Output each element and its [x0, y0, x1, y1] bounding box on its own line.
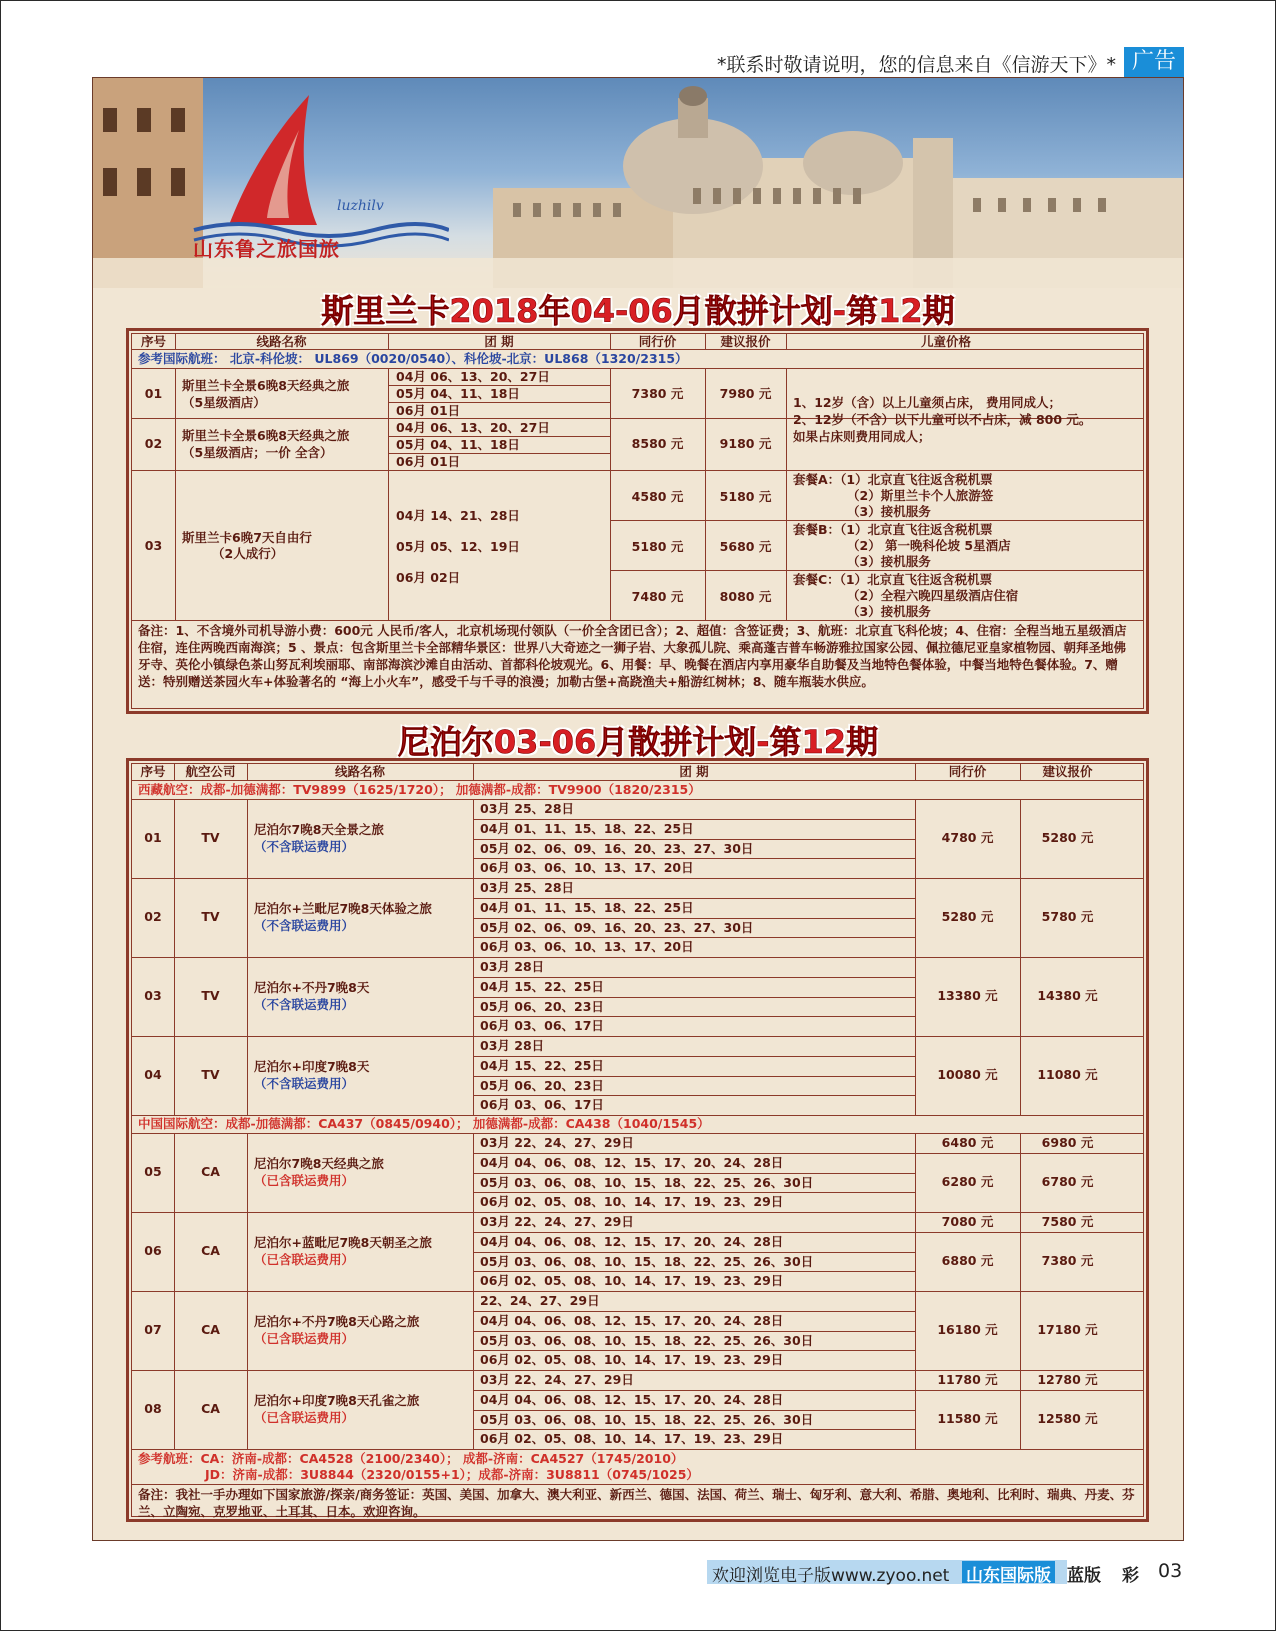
- nepal-row-suggest-price: 5280 元: [1041, 830, 1094, 845]
- nepal-row-date: 04月 01、11、15、18、22、25日: [480, 900, 694, 915]
- nepal-row-date: 06月 02、05、08、10、14、17、19、23、29日: [480, 1273, 784, 1288]
- srilanka-row2-suggest: 9180 元: [719, 436, 772, 451]
- nepal-row-name: 尼泊尔+印度7晚8天: [254, 1059, 370, 1074]
- nepal-tv-flight: 西藏航空：成都-加德满都：TV9899（1625/1720）； 加德满都-成都：TV9900（1820/2315）: [138, 782, 701, 797]
- nepal-row-date: 06月 02、05、08、10、14、17、19、23、29日: [480, 1194, 784, 1209]
- nepal-row-date: 03月 28日: [480, 1038, 545, 1053]
- footer-color-mark: 彩: [1122, 1566, 1139, 1586]
- nepal-row-suggest-price: 17180 元: [1037, 1322, 1098, 1337]
- source-note: *联系时敬请说明，您的信息来自《信游天下》*: [716, 54, 1116, 76]
- srilanka-pkg-c-suggest: 8080 元: [719, 589, 772, 604]
- nepal-row-airline: CA: [201, 1164, 220, 1179]
- nepal-remark: 备注：我社一手办理如下国家旅游/探亲/商务签证：英国、美国、加拿大、澳大利亚、新西兰、德国、法国、荷兰、瑞士、匈牙利、意大利、希腊、奥地利、比利时、瑞典、丹麦、芬兰、立陶宛、克罗地亚、土耳其、日本。欢迎咨询。: [138, 1487, 1135, 1519]
- nepal-row-peer-price-first: 11780 元: [937, 1372, 998, 1387]
- nepal-row-peer-price: 5280 元: [941, 909, 994, 924]
- nepal-row-no: 08: [144, 1401, 162, 1416]
- srilanka-pkg-a-suggest: 5180 元: [719, 489, 772, 504]
- srilanka-pkg-c-line3: （3）接机服务: [847, 604, 931, 619]
- srilanka-pkg-b-line3: （3）接机服务: [847, 554, 931, 569]
- nepal-row-peer-price: 13380 元: [937, 988, 998, 1003]
- nepal-table: [126, 758, 1149, 1522]
- nepal-row-peer-price: 16180 元: [937, 1322, 998, 1337]
- nepal-row-name: 尼泊尔+蓝毗尼7晚8天朝圣之旅: [254, 1235, 432, 1250]
- nepal-row-fee-note: （不含联运费用）: [254, 1076, 355, 1091]
- srilanka-row3-date-apr: 04月 14、21、28日: [396, 508, 520, 523]
- nepal-row-date: 05月 03、06、08、10、15、18、22、25、26、30日: [480, 1254, 814, 1269]
- srilanka-pkg-b-line1: 套餐B：（1）北京直飞往返含税机票: [793, 522, 993, 537]
- nepal-row-fee-note: （不含联运费用）: [254, 918, 355, 933]
- nepal-row-peer-price-first: 6480 元: [941, 1135, 994, 1150]
- nepal-row-date: 04月 04、06、08、12、15、17、20、24、28日: [480, 1155, 784, 1170]
- nepal-header-dates: 团 期: [679, 764, 709, 779]
- srilanka-row2-no: 02: [144, 436, 163, 451]
- srilanka-header-route: 线路名称: [256, 334, 307, 349]
- nepal-row-date: 06月 03、06、10、13、17、20日: [480, 860, 694, 875]
- nepal-row-date: 04月 15、22、25日: [480, 1058, 604, 1073]
- nepal-row-no: 06: [144, 1243, 162, 1258]
- nepal-row-airline: TV: [201, 909, 220, 924]
- logo-script-text: luzhilv: [337, 198, 384, 214]
- nepal-row-date: 04月 01、11、15、18、22、25日: [480, 821, 694, 836]
- srilanka-flight-ref: 参考国际航班： 北京-科伦坡： UL869（0020/0540）、科伦坡-北京：UL868（1320/2315）: [138, 351, 688, 366]
- nepal-header-route: 线路名称: [334, 764, 385, 779]
- nepal-row-date: 06月 03、06、17日: [480, 1018, 604, 1033]
- nepal-row-date: 05月 03、06、08、10、15、18、22、25、26、30日: [480, 1333, 814, 1348]
- srilanka-child-rule-3: 如果占床则费用同成人；: [793, 429, 931, 444]
- nepal-row-divider: [132, 1291, 1143, 1292]
- nepal-row-suggest-price-first: 12780 元: [1037, 1372, 1098, 1387]
- nepal-row-no: 05: [144, 1164, 162, 1179]
- srilanka-header-child: 儿童价格: [920, 334, 971, 349]
- nepal-row-date: 06月 02、05、08、10、14、17、19、23、29日: [480, 1352, 784, 1367]
- nepal-header-airline: 航空公司: [185, 764, 236, 779]
- nepal-row-name: 尼泊尔+印度7晚8天孔雀之旅: [254, 1393, 420, 1408]
- nepal-row-date: 03月 22、24、27、29日: [480, 1372, 634, 1387]
- nepal-row-fee-note: （已含联运费用）: [254, 1331, 355, 1346]
- srilanka-pkg-a-peer: 4580 元: [631, 489, 684, 504]
- srilanka-pkg-b-suggest: 5680 元: [719, 539, 772, 554]
- nepal-row-date: 03月 22、24、27、29日: [480, 1135, 634, 1150]
- srilanka-row1-date-may: 05月 04、11、18日: [396, 386, 520, 401]
- nepal-row-name: 尼泊尔+兰毗尼7晚8天体验之旅: [254, 901, 432, 916]
- srilanka-row3-date-may: 05月 05、12、19日: [396, 539, 520, 554]
- srilanka-row2-date-apr: 04月 06、13、20、27日: [396, 420, 550, 435]
- srilanka-row2-name: 斯里兰卡全景6晚8天经典之旅: [182, 428, 350, 443]
- srilanka-row1-sub: （5星级酒店）: [182, 395, 266, 410]
- venice-banner: [93, 78, 1183, 288]
- srilanka-pkg-c-line2: （2）全程六晚四星级酒店住宿: [847, 588, 1019, 603]
- nepal-row-date: 05月 02、06、09、16、20、23、27、30日: [480, 841, 754, 856]
- nepal-row-date: 06月 03、06、10、13、17、20日: [480, 939, 694, 954]
- nepal-header-peer: 同行价: [948, 764, 987, 779]
- nepal-table-inner: [131, 763, 1144, 1517]
- srilanka-pkg-b-line2: （2） 第一晚科伦坡 5星酒店: [847, 538, 1011, 553]
- ad-panel: [92, 77, 1184, 1541]
- srilanka-row3-date-jun: 06月 02日: [396, 570, 461, 585]
- nepal-header-no: 序号: [140, 764, 166, 779]
- nepal-row-date: 06月 03、06、17日: [480, 1097, 604, 1112]
- nepal-row-date: 04月 15、22、25日: [480, 979, 604, 994]
- nepal-row-airline: TV: [201, 830, 220, 845]
- nepal-row-airline: CA: [201, 1243, 220, 1258]
- footer-site: 欢迎浏览电子版www.zyoo.net: [712, 1566, 950, 1586]
- nepal-row-peer-price: 4780 元: [941, 830, 994, 845]
- srilanka-child-rule-1: 1、12岁（含）以上儿童须占床， 费用同成人；: [793, 395, 1061, 410]
- srilanka-header-suggest: 建议报价: [720, 334, 771, 349]
- srilanka-pkg-a-line3: （3）接机服务: [847, 504, 931, 519]
- nepal-row-airline: CA: [201, 1322, 220, 1337]
- nepal-row-fee-note: （不含联运费用）: [254, 839, 355, 854]
- nepal-price-divider: [915, 1390, 1143, 1391]
- nepal-row-suggest-price: 5780 元: [1041, 909, 1094, 924]
- nepal-row-no: 04: [144, 1067, 162, 1082]
- srilanka-row1-date-apr: 04月 06、13、20、27日: [396, 369, 550, 384]
- srilanka-pkg-a-line2: （2）斯里兰卡个人旅游签: [847, 488, 994, 503]
- srilanka-row2-date-jun: 06月 01日: [396, 454, 461, 469]
- nepal-title: 尼泊尔03-06月散拼计划-第12期: [397, 723, 879, 761]
- nepal-row-fee-note: （已含联运费用）: [254, 1410, 355, 1425]
- nepal-row-divider: [132, 878, 1143, 879]
- nepal-price-divider: [915, 1232, 1143, 1233]
- nepal-row-date: 06月 02、05、08、10、14、17、19、23、29日: [480, 1431, 784, 1446]
- srilanka-row2-peer: 8580 元: [631, 436, 684, 451]
- nepal-row-name: 尼泊尔7晚8天经典之旅: [254, 1156, 384, 1171]
- srilanka-pkg-b-peer: 5180 元: [631, 539, 684, 554]
- nepal-row-date: 03月 25、28日: [480, 801, 575, 816]
- srilanka-row1-peer: 7380 元: [631, 386, 684, 401]
- nepal-row-date: 04月 04、06、08、12、15、17、20、24、28日: [480, 1313, 784, 1328]
- nepal-row-suggest-price-rest: 6780 元: [1041, 1174, 1094, 1189]
- srilanka-row1-name: 斯里兰卡全景6晚8天经典之旅: [182, 378, 350, 393]
- srilanka-row2-sub: （5星级酒店；一价 全含）: [182, 445, 333, 460]
- srilanka-pkg-c-peer: 7480 元: [631, 589, 684, 604]
- nepal-row-fee-note: （不含联运费用）: [254, 997, 355, 1012]
- brand-name: 山东鲁之旅国旅: [193, 237, 340, 261]
- nepal-row-suggest-price-first: 6980 元: [1041, 1135, 1094, 1150]
- srilanka-header-peer: 同行价: [638, 334, 677, 349]
- nepal-row-peer-price-rest: 11580 元: [937, 1411, 998, 1426]
- nepal-row-name: 尼泊尔7晚8天全景之旅: [254, 822, 384, 837]
- nepal-row-peer-price-rest: 6280 元: [941, 1174, 994, 1189]
- nepal-price-divider: [915, 1153, 1143, 1154]
- nepal-row-suggest-price-rest: 12580 元: [1037, 1411, 1098, 1426]
- srilanka-row3-sub: （2人成行）: [212, 546, 284, 561]
- nepal-row-peer-price: 10080 元: [937, 1067, 998, 1082]
- srilanka-row1-no: 01: [144, 386, 163, 401]
- srilanka-row3-name: 斯里兰卡6晚7天自由行: [182, 530, 312, 545]
- nepal-row-name: 尼泊尔+不丹7晚8天心路之旅: [254, 1314, 420, 1329]
- nepal-row-suggest-price: 14380 元: [1037, 988, 1098, 1003]
- srilanka-row1-suggest: 7980 元: [719, 386, 772, 401]
- nepal-row-peer-price-first: 7080 元: [941, 1214, 994, 1229]
- nepal-row-suggest-price: 11080 元: [1037, 1067, 1098, 1082]
- nepal-row-date: 03月 28日: [480, 959, 545, 974]
- srilanka-row1-date-jun: 06月 01日: [396, 403, 461, 418]
- nepal-row-no: 02: [144, 909, 162, 924]
- nepal-row-airline: TV: [201, 1067, 220, 1082]
- srilanka-title: 斯里兰卡2018年04-06月散拼计划-第12期: [321, 292, 955, 330]
- nepal-row-airline: CA: [201, 1401, 220, 1416]
- nepal-row-airline: TV: [201, 988, 220, 1003]
- footer-blue-edition: 蓝版: [1067, 1566, 1101, 1586]
- srilanka-pkg-a-line1: 套餐A：（1）北京直飞往返含税机票: [793, 472, 993, 487]
- nepal-row-no: 03: [144, 988, 162, 1003]
- nepal-row-date: 04月 04、06、08、12、15、17、20、24、28日: [480, 1234, 784, 1249]
- srilanka-header-no: 序号: [140, 334, 166, 349]
- footer-edition: 山东国际版: [962, 1561, 1055, 1583]
- nepal-row-name: 尼泊尔+不丹7晚8天: [254, 980, 370, 995]
- nepal-row-date: 03月 25、28日: [480, 880, 575, 895]
- srilanka-table-inner: [131, 333, 1144, 709]
- nepal-ca-flight: 中国国际航空：成都-加德满都：CA437（0845/0940）； 加德满都-成都：CA438（1040/1545）: [138, 1116, 710, 1131]
- nepal-ref-flight-1: 参考航班：CA：济南-成都：CA4528（2100/2340）； 成都-济南：CA4527（1745/2010）: [138, 1451, 684, 1466]
- srilanka-remark: 备注：1、不含境外司机导游小费：600元 人民币/客人，北京机场现付领队（一价全含团已含）；2、超值：含签证费；3、航班：北京直飞科伦坡；4、住宿：全程当地五星级酒店住宿，连住两晚西南海滨；5 、景点：包含斯里兰卡全部精华景区：世界八大奇迹之一狮子岩、大象孤儿院、乘高蓬吉普车畅游雅拉国家公园、佩拉德尼亚皇家植物园、朝拜圣地佛牙寺、英伦小镇绿色茶山努瓦利埃丽耶、南部海滨沙滩自由活动、首都科伦坡观光。6、用餐：早、晚餐在酒店内享用豪华自助餐及当地特色餐体验，中餐当地特色餐体验。7、赠送：特别赠送茶园火车+体验著名的 “海上小火车”，感受千与千寻的浪漫；加勒古堡+高跷渔夫+船游红树林；8、随车瓶装水供应。: [138, 623, 1127, 689]
- srilanka-pkg-c-line1: 套餐C：（1）北京直飞往返含税机票: [793, 572, 993, 587]
- srilanka-header-dates: 团 期: [484, 334, 514, 349]
- nepal-row-date: 05月 06、20、23日: [480, 1078, 604, 1093]
- nepal-row-suggest-price-first: 7580 元: [1041, 1214, 1094, 1229]
- nepal-ref-flight-2: JD：济南-成都：3U8844（2320/0155+1）；成都-济南：3U8811（0745/1025）: [205, 1467, 699, 1482]
- nepal-row-date: 04月 04、06、08、12、15、17、20、24、28日: [480, 1392, 784, 1407]
- nepal-row-date: 03月 22、24、27、29日: [480, 1214, 634, 1229]
- nepal-row-date: 05月 02、06、09、16、20、23、27、30日: [480, 920, 754, 935]
- nepal-header-suggest: 建议报价: [1042, 764, 1093, 779]
- ad-badge: 广告: [1124, 47, 1184, 77]
- srilanka-child-rule-2: 2、12岁（不含）以下儿童可以不占床，减 800 元。: [793, 412, 1092, 427]
- srilanka-table: [126, 328, 1149, 714]
- nepal-row-no: 07: [144, 1322, 162, 1337]
- srilanka-row3-no: 03: [144, 538, 163, 553]
- nepal-row-fee-note: （已含联运费用）: [254, 1252, 355, 1267]
- nepal-row-date: 05月 03、06、08、10、15、18、22、25、26、30日: [480, 1175, 814, 1190]
- page-number: 03: [1158, 1560, 1183, 1582]
- nepal-row-fee-note: （已含联运费用）: [254, 1173, 355, 1188]
- nepal-row-divider: [132, 1036, 1143, 1037]
- nepal-row-date: 22、24、27、29日: [480, 1293, 600, 1308]
- nepal-row-date: 05月 03、06、08、10、15、18、22、25、26、30日: [480, 1412, 814, 1427]
- nepal-row-suggest-price-rest: 7380 元: [1041, 1253, 1094, 1268]
- nepal-row-no: 01: [144, 830, 162, 845]
- nepal-row-peer-price-rest: 6880 元: [941, 1253, 994, 1268]
- nepal-row-divider: [132, 957, 1143, 958]
- srilanka-row2-date-may: 05月 04、11、18日: [396, 437, 520, 452]
- nepal-row-date: 05月 06、20、23日: [480, 999, 604, 1014]
